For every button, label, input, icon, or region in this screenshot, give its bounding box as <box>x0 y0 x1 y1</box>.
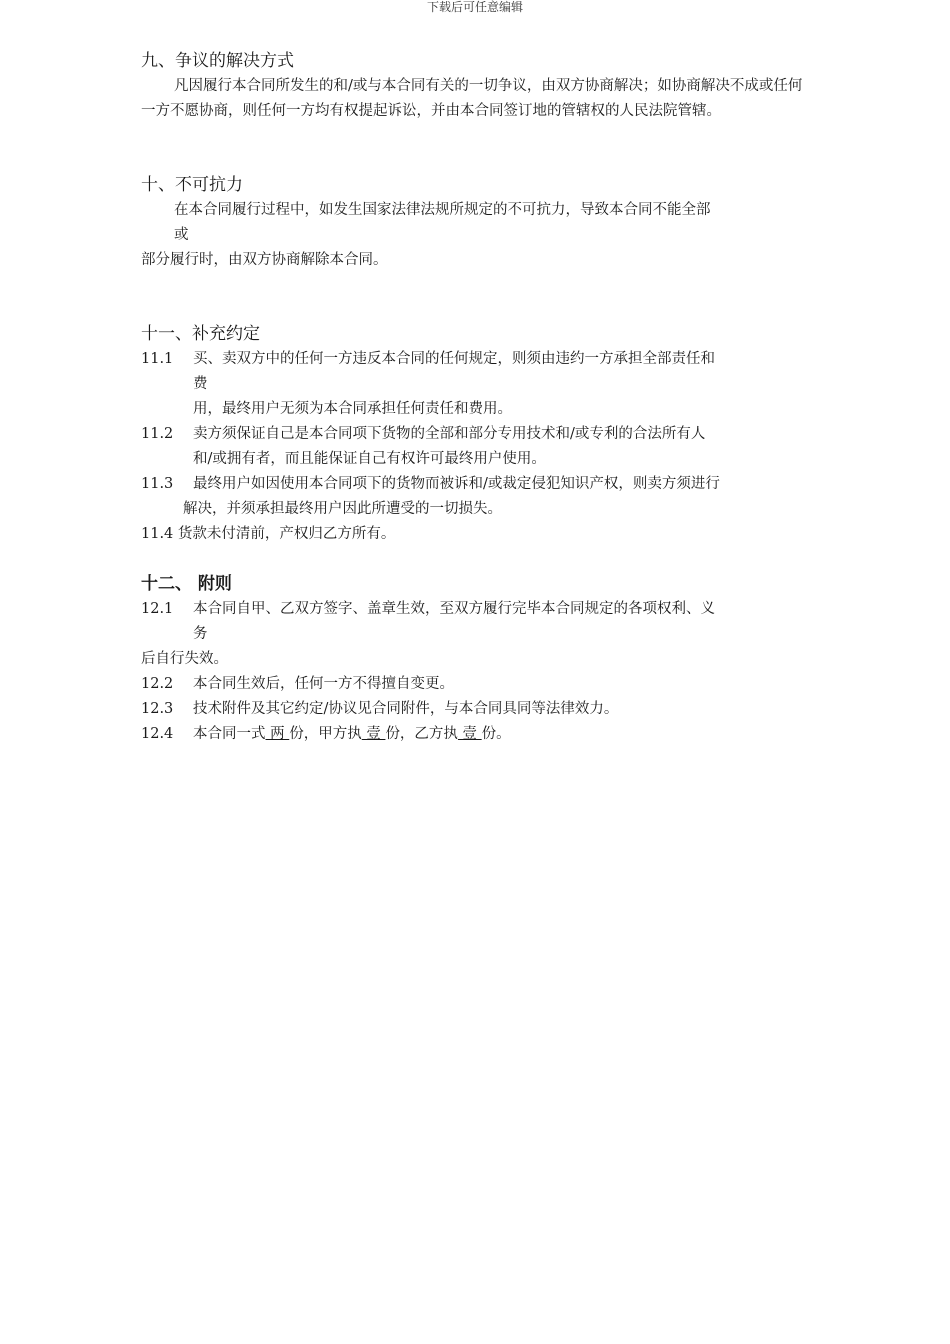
clause-text: 最终用户如因使用本合同项下的货物而被诉和/或裁定侵犯知识产权，则卖方须进行 <box>193 476 720 492</box>
copies-party-a-blank: 壹 <box>361 726 386 742</box>
clause-11-3 <box>141 472 813 497</box>
clause-text: 本合同自甲、乙双方签字、盖章生效，至双方履行完毕本合同规定的各项权利、义 <box>193 601 715 617</box>
clause-12-1 <box>141 597 813 622</box>
section-12-title: 十二、 附则 <box>141 574 232 594</box>
clause-12-1-cont-1: 务 <box>193 626 208 642</box>
section-9-paragraph: 凡因履行本合同所发生的和/或与本合同有关的一切争议，由双方协商解决；如协商解决不成或任何一方不愿协商，则任何一方均有权提起诉讼，并由本合同签订地的管辖权的人民法院管辖。 <box>141 78 803 119</box>
section-10-line-3: 部分履行时，由双方协商解除本合同。 <box>141 252 388 268</box>
clause-text <box>193 722 813 747</box>
clause-11-3-cont: 解决，并须承担最终用户因此所遭受的一切损失。 <box>183 501 502 517</box>
clause-12-4 <box>141 722 813 747</box>
clause-number: 11.3 <box>141 476 174 492</box>
clause-number: 12.3 <box>141 701 174 717</box>
section-10-line-2: 或 <box>174 227 189 243</box>
clause-text: 本合同生效后，任何一方不得擅自变更。 <box>193 676 454 692</box>
clause-number: 12.4 <box>141 726 174 742</box>
clause-text: 买、卖双方中的任何一方违反本合同的任何规定，则须由违约一方承担全部责任和 <box>193 351 715 367</box>
copies-text-3: 份，乙方执 <box>385 726 458 742</box>
clause-12-1-cont-2: 后自行失效。 <box>141 651 228 667</box>
clause-11-1-cont-1: 费 <box>193 376 208 392</box>
section-11-title: 十一、补充约定 <box>141 324 260 344</box>
section-10-title: 十、不可抗力 <box>141 175 243 195</box>
document-body <box>141 48 813 747</box>
copies-text-2: 份，甲方执 <box>289 726 362 742</box>
section-10-line-1: 在本合同履行过程中，如发生国家法律法规所规定的不可抗力，导致本合同不能全部 <box>174 202 711 218</box>
copies-text-4: 份。 <box>481 726 511 742</box>
section-9-title: 九、争议的解决方式 <box>141 51 294 71</box>
copies-text-1: 本合同一式 <box>193 726 266 742</box>
clause-11-4: 11.4 货款未付清前，产权归乙方所有。 <box>141 526 396 542</box>
clause-11-1 <box>141 347 813 372</box>
clause-text: 技术附件及其它约定/协议见合同附件，与本合同具同等法律效力。 <box>193 701 619 717</box>
clause-number: 12.1 <box>141 601 174 617</box>
clause-12-2 <box>141 672 813 697</box>
clause-text: 卖方须保证自己是本合同项下货物的全部和部分专用技术和/或专利的合法所有人 <box>193 426 706 442</box>
clause-number: 11.2 <box>141 426 174 442</box>
copies-total-blank: 两 <box>265 726 290 742</box>
clause-12-3 <box>141 697 813 722</box>
copies-party-b-blank: 壹 <box>457 726 482 742</box>
page-header: 下载后可任意编辑 <box>426 0 523 14</box>
clause-number: 11.1 <box>141 351 174 367</box>
clause-number: 12.2 <box>141 676 174 692</box>
clause-11-2-cont: 和/或拥有者，而且能保证自己有权许可最终用户使用。 <box>193 451 546 467</box>
clause-11-2 <box>141 422 813 447</box>
clause-11-1-cont-2: 用，最终用户无须为本合同承担任何责任和费用。 <box>193 401 512 417</box>
